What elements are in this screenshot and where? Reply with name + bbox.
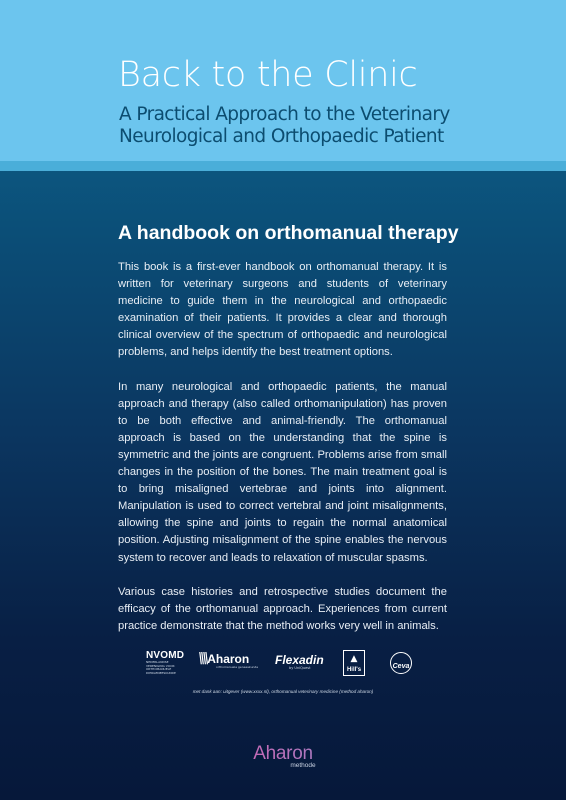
- subtitle-line-1: A Practical Approach to the Veterinary: [119, 104, 450, 125]
- brand-sub: methode: [290, 762, 316, 769]
- paragraph: In many neurological and orthopaedic patients, the manual approach and therapy (also called orthomanipulation) has proven to be both effective and animal-friendly. The orthomanual approach is based on the understanding that the spine is symmetric and the joints are congruent. Problems arise from small changes in the position of the bones. The main treatment goal is to bring misaligned vertebrae and joints into alignment. Manipulation is used to correct vertebral and joint misalignments, allowing the spine and joints to regain the normal anatomical position. Adjusting misalignment of the spine enables the nervous system to recover and leads to relaxation of muscular spasms.: [118, 380, 447, 564]
- hills-name: Hill's: [346, 667, 362, 673]
- section-heading: A handbook on orthomanual therapy: [118, 222, 459, 244]
- credit-line: met dank aan: uitgever (www.xxxx.nl), orthomanual veterinary medicine (method aharon): [192, 689, 374, 694]
- aharon-logo-name: Aharon: [207, 652, 250, 666]
- paragraph: Various case histories and retrospective studies document the efficacy of the orthomanual approach. Experiences from current practice demonstrate that the method works very well in animals.: [118, 585, 447, 632]
- book-title: Back to the Clinic: [118, 55, 418, 95]
- aharon-mark-icon: \\\\: [198, 649, 207, 667]
- header-band: [0, 0, 566, 161]
- header-stripe: [0, 161, 566, 171]
- aharon-logo-tagline: orthomanuele geneeskunde: [216, 665, 259, 669]
- flexadin-name: Flexadin: [275, 653, 324, 667]
- subtitle-line-2: Neurological and Orthopaedic Patient: [119, 126, 444, 147]
- nvomd-name: NVOMD: [146, 650, 185, 661]
- nvomd-logo: [146, 650, 190, 675]
- body-text: [118, 259, 447, 652]
- ceva-logo: [390, 652, 412, 674]
- sponsor-logos: [140, 646, 430, 686]
- flexadin-logo: [275, 653, 324, 670]
- paragraph: This book is a first-ever handbook on orthomanual therapy. It is written for veterinary surgeons and students of veterinary medicine to guide them in the neurological and orthopaedic examination of their patients. It provides a clear and thorough clinical overview of the spectrum of orthopaedic and neurological problems, and helps identify the best treatment options.: [118, 261, 447, 359]
- brand-name: Aharon: [0, 744, 566, 764]
- book-subtitle: [119, 104, 539, 148]
- nvomd-tagline: NEDERLANDSE VERENIGING VOOR ORTHOMANUELE DIERGENEESKUNDE: [146, 660, 176, 675]
- flexadin-tagline: by UniQuest: [289, 666, 311, 670]
- hills-logo: [343, 650, 365, 676]
- hills-emblem-icon: ▲: [350, 654, 358, 664]
- ceva-name: Ceva: [392, 663, 410, 670]
- aharon-logo: [198, 648, 258, 669]
- aharon-brand-logo: [0, 744, 566, 769]
